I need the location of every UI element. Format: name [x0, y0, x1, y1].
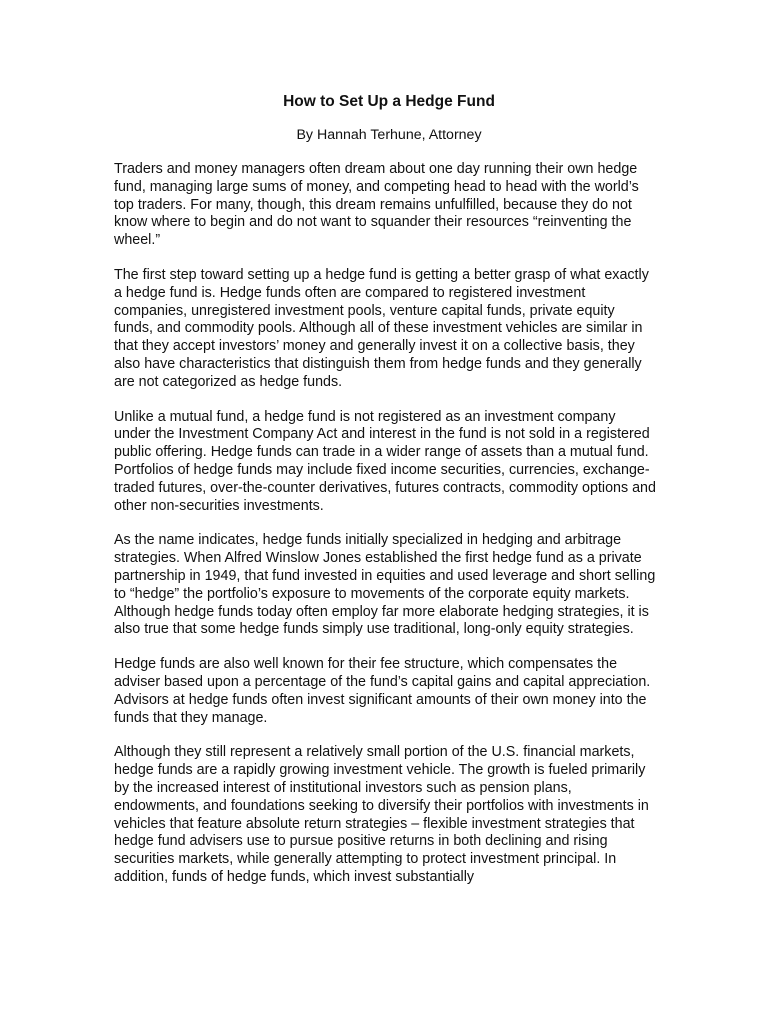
- document-page: [114, 92, 656, 887]
- paragraph-1: Traders and money managers often dream about one day running their own hedge fund, managing large sums of money, and competing head to head with the world’s top traders. For many, though, this dream remains unfulfilled, because they do not know where to begin and do not want to squander their resources “reinventing the wheel.”: [114, 161, 639, 249]
- paragraph-2: The first step toward setting up a hedge fund is getting a better grasp of what exactly a hedge fund is. Hedge funds often are compared to registered investment companies, unregistered investment pools, venture capital funds, private equity funds, and commodity pools. Although all of these investment vehicles are similar in that they accept investors’ money and generally invest it on a collective basis, they also have characteristics that distinguish them from hedge funds and they generally are not categorized as hedge funds.: [114, 266, 649, 390]
- paragraph-3: Unlike a mutual fund, a hedge fund is not registered as an investment company under the Investment Company Act and interest in the fund is not sold in a registered public offering. Hedge funds can trade in a wider range of assets than a mutual fund. Portfolios of hedge funds may include fixed income securities, currencies, exchange-traded futures, over-the-counter derivatives, futures contracts, commodity options and other non-securities investments.: [114, 408, 656, 514]
- paragraph-4: As the name indicates, hedge funds initially specialized in hedging and arbitrage strategies. When Alfred Winslow Jones established the first hedge fund as a private partnership in 1949, that fund invested in equities and used leverage and short selling to “hedge” the portfolio’s exposure to movements of the corporate equity markets. Although hedge funds today often employ far more elaborate hedging strategies, it is also true that some hedge funds simply use traditional, long-only equity strategies.: [114, 532, 656, 638]
- paragraph-5: Hedge funds are also well known for their fee structure, which compensates the adviser based upon a percentage of the fund’s capital gains and capital appreciation. Advisors at hedge funds often invest significant amounts of their own money into the funds that they manage.: [114, 656, 651, 726]
- document-title: How to Set Up a Hedge Fund: [283, 93, 495, 110]
- paragraph-6: Although they still represent a relatively small portion of the U.S. financial markets, hedge funds are a rapidly growing investment vehicle. The growth is fueled primarily by the increased interest of institutional investors such as pension plans, endowments, and foundations seeking to diversify their portfolios with investments in vehicles that feature absolute return strategies – flexible investment strategies that hedge fund advisers use to pursue positive returns in both declining and rising securities markets, while generally attempting to protect investment principal. In addition, funds of hedge funds, which invest substantially: [114, 744, 649, 885]
- document-byline: By Hannah Terhune, Attorney: [296, 127, 482, 143]
